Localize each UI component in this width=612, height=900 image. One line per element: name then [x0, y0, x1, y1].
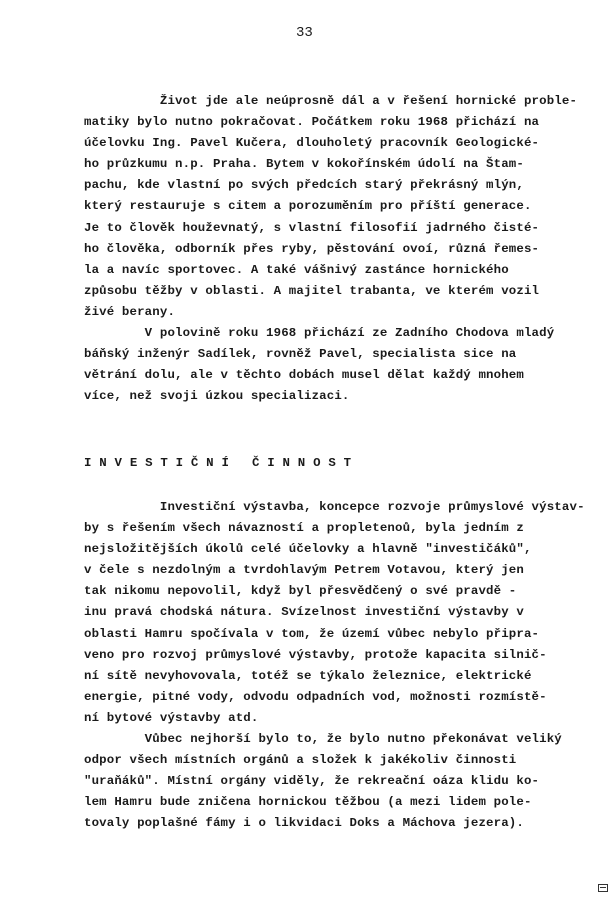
text-line: báňský inženýr Sadílek, rovněž Pavel, specialista sice na — [84, 347, 517, 362]
text-line: ní bytové výstavby atd. — [84, 710, 259, 725]
text-line: "uraňáků". Místní orgány viděly, že rekreační oáza klidu ko- — [84, 774, 540, 789]
text-line: inu pravá chodská nátura. Svízelnost investiční výstavby v — [84, 605, 524, 620]
text-line: který restauruje s citem a porozuměním pro příští generace. — [84, 199, 532, 214]
text-line: účelovku Ing. Pavel Kučera, dlouholetý pracovník Geologické- — [84, 136, 540, 151]
section-heading: I N V E S T I Č N Í Č I N N O S T — [84, 456, 352, 470]
text-line: tovaly poplašné fámy i o likvidaci Doks a Máchova jezera). — [84, 816, 524, 831]
text-line: Vůbec nejhorší bylo to, že bylo nutno překonávat veliký — [84, 732, 562, 747]
text-line: tak nikomu nepovolil, když byl přesvědčený o své pravdě - — [84, 584, 517, 599]
text-line: v čele s nezdolným a tvrdohlavým Petrem Votavou, který jen — [84, 563, 524, 578]
text-line: veno pro rozvoj průmyslové výstavby, protože kapacita silnič- — [84, 647, 547, 662]
text-line: Život jde ale neúprosně dál a v řešení hornické proble- — [84, 94, 578, 108]
text-line: více, než svoji úzkou specializaci. — [84, 389, 350, 404]
text-line: ní sítě nevyhovovala, totéž se týkalo železnice, elektrické — [84, 668, 532, 683]
text-line: ho člověka, odborník přes ryby, pěstování ovoí, různá řemes- — [84, 241, 540, 256]
text-line: matiky bylo nutno pokračovat. Počátkem roku 1968 přichází na — [84, 115, 540, 130]
text-line: oblasti Hamru spočívala v tom, že území vůbec nebylo připra- — [84, 626, 540, 641]
text-line: Investiční výstavba, koncepce rozvoje průmyslové výstav- — [84, 500, 585, 514]
text-block-bottom — [84, 497, 594, 835]
text-block-top — [84, 91, 594, 407]
text-line: V polovině roku 1968 přichází ze Zadního Chodova mladý — [84, 326, 555, 341]
text-line: Je to člověk houževnatý, s vlastní filosofií jadrného čisté- — [84, 220, 540, 235]
text-line: energie, pitné vody, odvodu odpadních vod, možnosti rozmístě- — [84, 689, 547, 704]
text-line: ho průzkumu n.p. Praha. Bytem v kokořínském údolí na Štam- — [84, 157, 524, 172]
page-corner-icon — [598, 884, 608, 892]
text-line: způsobu těžby v oblasti. A majitel trabanta, ve kterém vozil — [84, 283, 540, 298]
page-number: 33 — [296, 25, 313, 41]
text-line: odpor všech místních orgánů a složek k jakékoliv činnosti — [84, 753, 517, 768]
text-line: větrání dolu, ale v těchto dobách musel dělat každý mnohem — [84, 368, 524, 383]
text-line: nejsložitějších úkolů celé účelovky a hlavně "investičáků", — [84, 542, 532, 557]
text-line: la a navíc sportovec. A také vášnivý zastánce hornického — [84, 262, 509, 277]
text-line: pachu, kde vlastní po svých předcích starý překrásný mlýn, — [84, 178, 524, 193]
text-line: živé berany. — [84, 304, 176, 319]
text-line: by s řešením všech návazností a propletenoů, byla jedním z — [84, 521, 524, 536]
text-line: lem Hamru bude zničena hornickou těžbou (a mezi lidem pole- — [84, 795, 532, 810]
